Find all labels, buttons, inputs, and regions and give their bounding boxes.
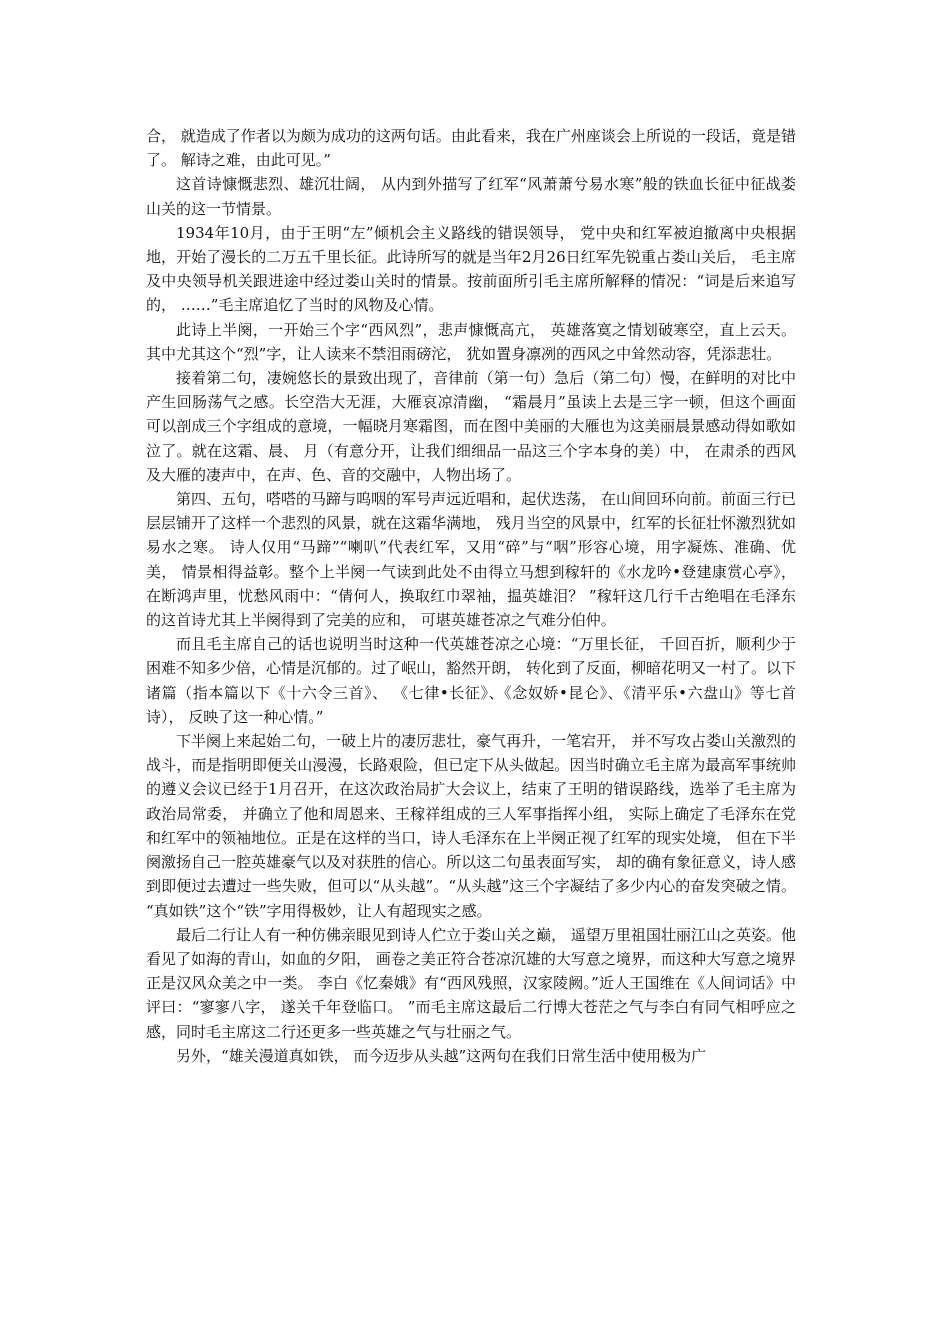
paragraph-fourth-fifth-lines: 第四、五句，嗒嗒的马蹄与呜咽的军号声远近唱和，起伏迭荡， 在山间回环向前。前面三行已层层铺开了这样一个悲烈的风景，就在这霜华满地， 残月当空的风景中，红军的长征壮怀激烈犹如易水之寒。 诗人仅用“马蹄”“喇叭”代表红军，又用“碎”与“咽”形容心境，用字凝炼、准确、优美， 情景相得益彰。整个上半阕一气读到此处不由得立马想到稼轩的《水龙吟•登建康赏心亭》， 在断鸿声里，忧愁风雨中：“倩何人，换取红巾翠袖，揾英雄泪？ ”稼轩这几行千古绝唱在毛泽东的这首诗尤其上半阕得到了完美的应和， 可堪英雄苍凉之气难分伯仲。	[146, 490, 796, 630]
paragraph-historical-background: 1934年10月，由于王明“左”倾机会主义路线的错误领导， 党中央和红军被迫撤离中央根据地，开始了漫长的二万五千里长征。此诗所写的就是当年2月26日红军先锐重占娄山关后， 毛主席及中央领导机关跟进途中经过娄山关时的情景。按前面所引毛主席所解释的情况：“词是后来追写的， ……”毛主席追忆了当时的风物及心情。	[146, 223, 796, 315]
paragraph-closing: 另外，“雄关漫道真如铁， 而今迈步从头越”这两句在我们日常生活中使用极为广	[176, 1046, 707, 1065]
paragraph-final-lines: 最后二行让人有一种仿佛亲眼见到诗人伫立于娄山关之巅， 遥望万里祖国壮丽江山之英姿。他看见了如海的青山，如血的夕阳， 画卷之美正符合苍凉沉雄的大写意之境界，而这种大写意之境界正是汉风众美之中一类。 李白《忆秦娥》有“西风残照，汉家陵阙。”近人王国维在《人间词话》中评曰：“寥寥八字， 遂关千年登临口。 ”而毛主席这最后二行博大苍茫之气与李白有同气相呼应之感，同时毛主席这二行还更多一些英雄之气与壮丽之气。	[146, 925, 796, 1041]
paragraph-continuation: 合， 就造成了作者以为颇为成功的这两句话。由此看来，我在广州座谈会上所说的一段话，竟是错了。 解诗之难，由此可见。”	[146, 127, 796, 170]
paragraph-author-quote: 而且毛主席自己的话也说明当时这种一代英雄苍凉之心境：“万里长征， 千回百折，顺利少于困难不知多少倍，心情是沉郁的。过了岷山，豁然开朗， 转化到了反面，柳暗花明又一村了。以下诸篇（指本篇以下《十六令三首》、 《七律•长征》、《念奴娇•昆仑》、《清平乐•六盘山》等七首诗）， 反映了这一种心情。”	[146, 635, 796, 726]
paragraph-poem-overview: 这首诗慷慨悲烈、雄沉壮阔， 从内到外描写了红军“风萧萧兮易水寒”般的铁血长征中征战娄山关的这一节情景。	[146, 175, 796, 218]
paragraph-first-stanza-opening: 此诗上半阕，一开始三个字“西风烈”，悲声慷慨高亢， 英雄落寞之情划破寒空，直上云天。其中尤其这个“烈”字，让人读来不禁泪雨磅沱， 犹如置身凛冽的西风之中耸然动容，凭添悲壮。	[146, 320, 796, 363]
essay-body	[146, 124, 796, 1068]
paragraph-second-line: 接着第二句，凄婉悠长的景致出现了，音律前（第一句）急后（第二句）慢，在鲜明的对比中产生回肠荡气之感。长空浩大无涯，大雁哀凉清幽， “霜晨月”虽读上去是三字一顿，但这个画面可以剖成三个字组成的意境，一幅晓月寒霜图，而在图中美丽的大雁也为这美丽晨景感动得如歌如泣了。就在这霜、晨、 月（有意分开，让我们细细品一品这三个字本身的美）中， 在肃杀的西风及大雁的凄声中，在声、色、音的交融中，人物出场了。	[146, 369, 796, 484]
paragraph-second-stanza: 下半阕上来起始二句，一破上片的凄厉悲壮，豪气再升，一笔宕开， 并不写攻占娄山关激烈的战斗，而是指明即便关山漫漫，长路艰险，但已定下从头做起。因当时确立毛主席为最高军事统帅的遵义会议已经于1月召开，在这次政治局扩大会议上，结束了王明的错误路线，选举了毛主席为政治局常委， 并确立了他和周恩来、王稼祥组成的三人军事指挥小组， 实际上确定了毛泽东在党和红军中的领袖地位。正是在这样的当口，诗人毛泽东在上半阕正视了红军的现实处境， 但在下半阕激扬自己一腔英雄豪气以及对获胜的信心。所以这二句虽表面写实， 却的确有象征意义，诗人感到即便过去遭过一些失败，但可以“从头越”。“从头越”这三个字凝结了多少内心的奋发突破之情。 “真如铁”这个“铁”字用得极妙，让人有超现实之感。	[146, 732, 796, 920]
